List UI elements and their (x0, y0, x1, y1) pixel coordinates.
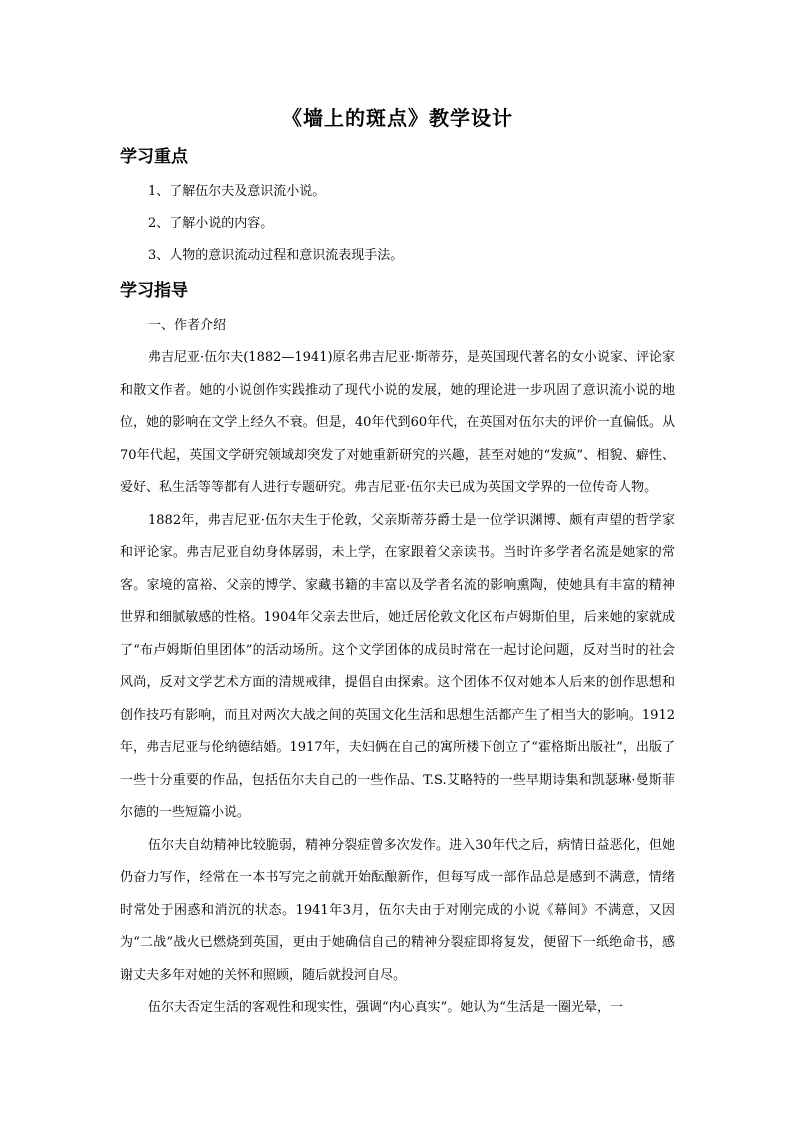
body-paragraph: 1882年，弗吉尼亚·伍尔夫生于伦敦，父亲斯蒂芬爵士是一位学识渊博、颇有声望的哲学家和评论家。弗吉尼亚自幼身体孱弱，未上学，在家跟着父亲读书。当时许多学者名流是她家的常客。家境的富裕、父亲的博学、家藏书籍的丰富以及学者名流的影响熏陶，使她具有丰富的精神世界和细腻敏感的性格。1904年父亲去世后，她迁居伦敦文化区布卢姆斯伯里，后来她的家就成了“布卢姆斯伯里团体”的活动场所。这个文学团体的成员时常在一起讨论问题，反对当时的社会风尚，反对文学艺术方面的清规戒律，提倡自由探索。这个团体不仅对她本人后来的创作思想和创作技巧有影响，而且对两次大战之间的英国文化生活和思想生活都产生了相当大的影响。1912年，弗吉尼亚与伦纳德结婚。1917年，夫妇俩在自己的寓所楼下创立了“霍格斯出版社”，出版了一些十分重要的作品，包括伍尔夫自己的一些作品、T.S.艾略特的一些早期诗集和凯瑟琳·曼斯菲尔德的一些短篇小说。 (120, 512, 675, 820)
key-point-item: 2、了解小说的内容。 (148, 216, 274, 231)
study-guide-heading: 学习指导 (120, 281, 188, 301)
document-page (120, 104, 675, 1025)
document-title: 《墙上的斑点》教学设计 (282, 106, 513, 130)
author-intro-subheading: 一、作者介绍 (148, 318, 227, 333)
key-points-list (120, 176, 675, 272)
body-paragraph: 伍尔夫自幼精神比较脆弱，精神分裂症曾多次发作。进入30年代之后，病情日益恶化，但她仍奋力写作，经常在一本书写完之前就开始酝酿新作，但每写成一部作品总是感到不满意，情绪时常处于困惑和消沉的状态。1941年3月，伍尔夫由于对刚完成的小说《幕间》不满意，又因为“二战”战火已燃烧到英国，更由于她确信自己的精神分裂症即将复发，便留下一纸绝命书，感谢丈夫多年对她的关怀和照顾，随后就投河自尽。 (120, 837, 675, 983)
body-paragraph: 伍尔夫否定生活的客观性和现实性，强调“内心真实”。她认为“生活是一圈光晕，一 (148, 1000, 623, 1015)
body-paragraph: 弗吉尼亚·伍尔夫(1882—1941)原名弗吉尼亚·斯蒂芬，是英国现代著名的女小说家、评论家和散文作者。她的小说创作实践推动了现代小说的发展，她的理论进一步巩固了意识流小说的地位，她的影响在文学上经久不衰。但是，40年代到60年代，在英国对伍尔夫的评价一直偏低。从70年代起，英国文学研究领域却突发了对她重新研究的兴趣，甚至对她的“发疯”、相貌、癖性、爱好、私生活等等都有人进行专题研究。弗吉尼亚·伍尔夫已成为英国文学界的一位传奇人物。 (120, 350, 675, 495)
key-points-heading: 学习重点 (120, 147, 188, 167)
key-point-item: 1、了解伍尔夫及意识流小说。 (148, 184, 326, 199)
key-point-item: 3、人物的意识流动过程和意识流表现手法。 (148, 248, 404, 263)
